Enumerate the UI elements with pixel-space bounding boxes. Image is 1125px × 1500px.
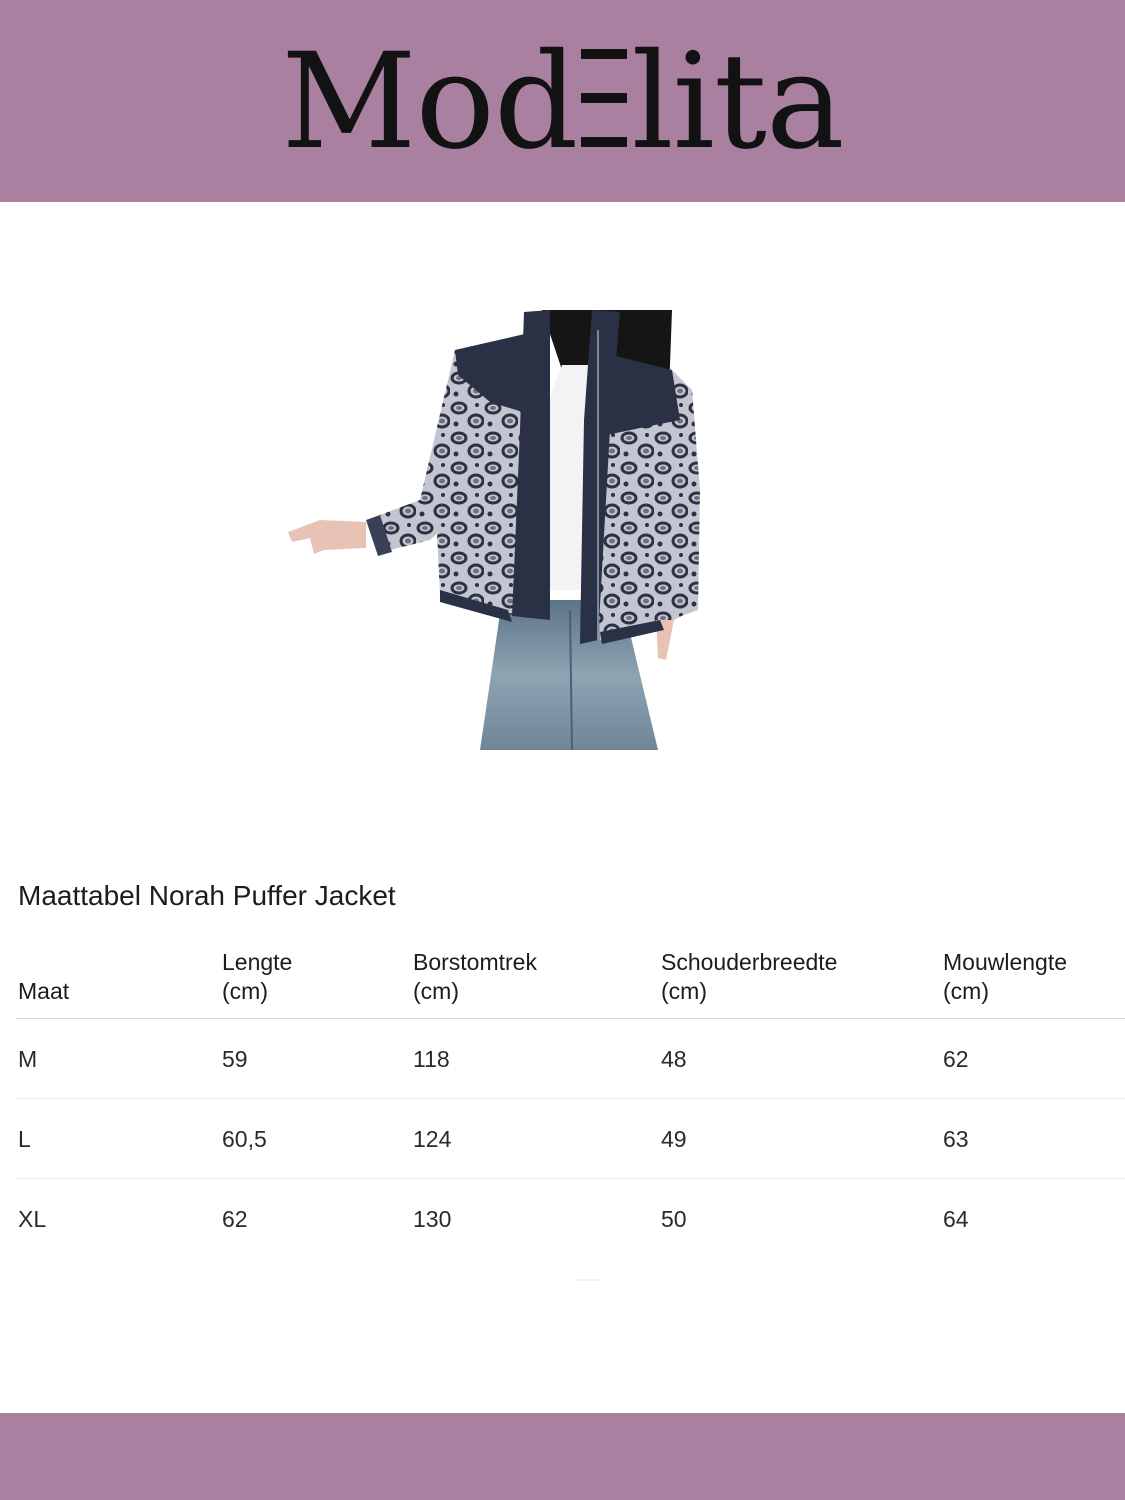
logo-text-end: lita	[631, 25, 844, 179]
table-row	[16, 1099, 1125, 1179]
cell-lengte: 62	[222, 1206, 248, 1232]
header-schouderbreedte: Schouderbreedte (cm)	[661, 949, 838, 1004]
cell-borstomtrek: 130	[413, 1206, 452, 1232]
cell-size: M	[18, 1046, 38, 1072]
table-header-row	[16, 940, 1125, 1019]
divider	[578, 1279, 598, 1281]
cell-size: L	[18, 1126, 31, 1152]
header-borstomtrek: Borstomtrek (cm)	[413, 949, 537, 1004]
header-lengte: Lengte (cm)	[222, 949, 293, 1004]
cell-lengte: 60,5	[222, 1126, 267, 1152]
cell-mouwlengte: 63	[943, 1126, 969, 1152]
cell-lengte: 59	[222, 1046, 248, 1072]
cell-borstomtrek: 118	[413, 1046, 450, 1072]
cell-size: XL	[18, 1206, 47, 1232]
logo-text-start: Mod	[281, 25, 578, 179]
size-chart-table	[16, 940, 1125, 1258]
table-row	[16, 1179, 1125, 1258]
product-photo	[280, 310, 710, 750]
bottom-banner	[0, 1413, 1125, 1500]
header-maat: Maat	[18, 978, 70, 1004]
header-mouwlengte: Mouwlengte (cm)	[943, 949, 1068, 1004]
logo-e-mark-icon	[581, 49, 627, 149]
cell-mouwlengte: 64	[943, 1206, 969, 1232]
brand-logo	[0, 20, 1125, 185]
size-chart-title: Maattabel Norah Puffer Jacket	[18, 880, 396, 911]
cell-schouderbreedte: 49	[661, 1126, 687, 1152]
cell-schouderbreedte: 48	[661, 1046, 687, 1072]
cell-borstomtrek: 124	[413, 1126, 452, 1152]
table-row	[16, 1019, 1125, 1099]
cell-mouwlengte: 62	[943, 1046, 969, 1072]
cell-schouderbreedte: 50	[661, 1206, 687, 1232]
top-banner	[0, 0, 1125, 202]
